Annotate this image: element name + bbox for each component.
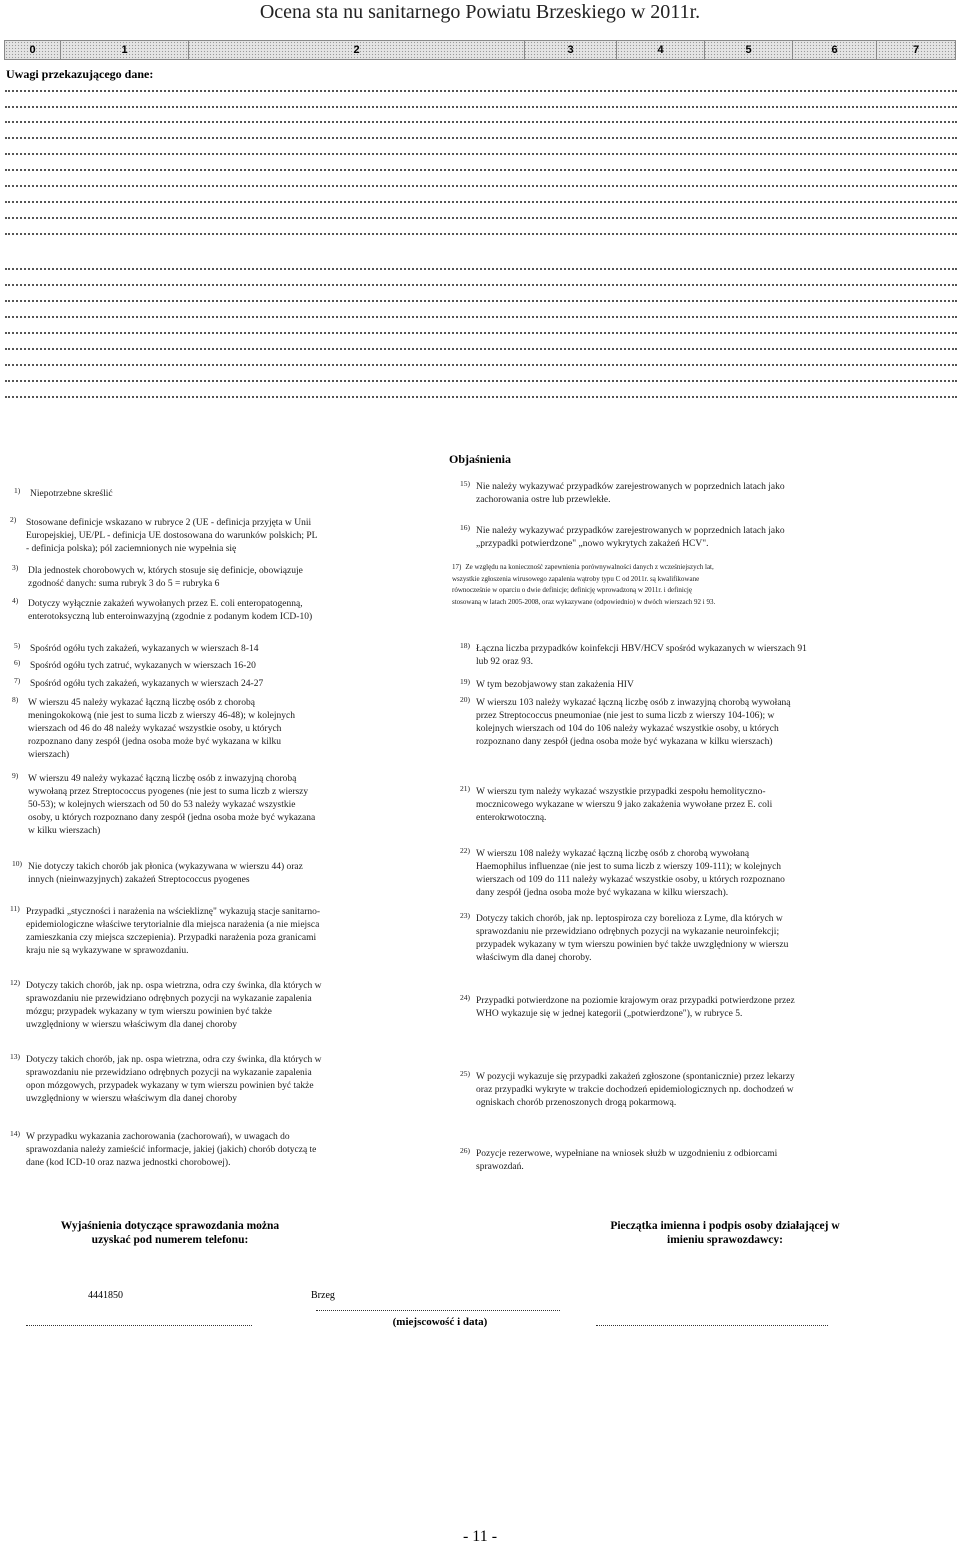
remarks-dotted-line bbox=[5, 364, 957, 366]
remarks-dotted-line bbox=[5, 106, 957, 108]
remarks-dotted-line bbox=[5, 348, 957, 350]
place-date-label: (miejscowość i data) bbox=[392, 1316, 488, 1328]
footnote-26: 26) Pozycje rezerwowe, wypełniane na wniosek służb w uzgodnieniu z odbiorcami sprawozdań. bbox=[460, 1146, 778, 1172]
remarks-dotted-line bbox=[5, 169, 957, 171]
footnote-3: 3) Dla jednostek chorobowych w, których stosuje się definicje, obowiązuje zgodność danych: suma rubryk 3 do 5 = rubryka 6 bbox=[12, 563, 303, 589]
footnote-14: 14) W przypadku wykazania zachorowania (zachorowań), w uwagach do sprawozdania należy zamieścić informacje, jakiej (jakich) chorób dotyczą te dane (kod ICD-10 oraz nazwa jednostki chorobowej). bbox=[10, 1129, 317, 1168]
explanations-title: Objaśnienia bbox=[448, 452, 511, 466]
footnote-2: 2) Stosowane definicje wskazano w rubryce 2 (UE - definicja przyjęta w Unii Europejskiej, UE/PL - definicja UE dostosowana do warunków polskich; PL - definicja polska); pól zaciemnionych nie wypełnia się bbox=[10, 515, 318, 554]
column-number: 0 bbox=[5, 41, 61, 59]
column-number: 7 bbox=[912, 44, 920, 56]
remarks-dotted-line bbox=[5, 121, 957, 123]
footnote-22: 22) W wierszu 108 należy wykazać łączną liczbę osób z chorobą wywołaną Haemophilus influenzae (nie jest to suma liczb z wierszy 109-111); w kolejnych wierszach od 109 do 111 należy wykazać wszystkie osoby, u których rozpoznano dany zespół (jedna osoba może być wykazana w kilku wierszach). bbox=[460, 846, 785, 898]
remarks-dotted-line bbox=[5, 380, 957, 382]
column-number: 6 bbox=[793, 41, 877, 59]
remarks-dotted-line bbox=[5, 233, 957, 235]
footnote-25: 25) W pozycji wykazuje się przypadki zakażeń zgłoszone (spontanicznie) przez lekarzy oraz przypadki wykryte w trakcie dochodzeń epidemiologicznych np. dochodzeń w ogniskach chorób przenoszonych drogą pokarmową. bbox=[460, 1069, 795, 1108]
remarks-label: Uwagi przekazującego dane: bbox=[6, 67, 154, 81]
footnote-7: 7) Spośród ogółu tych zakażeń, wykazanych w wierszach 24-27 bbox=[14, 676, 264, 689]
footnote-18: 18) Łączna liczba przypadków koinfekcji HBV/HCV spośród wykazanych w wierszach 91 lub 92 oraz 93. bbox=[460, 641, 807, 667]
column-number: 1 bbox=[61, 41, 189, 59]
remarks-dotted-line bbox=[5, 284, 957, 286]
footnote-23: 23) Dotyczy takich chorób, jak np. leptospiroza czy borelioza z Lyme, dla których w sprawozdaniu nie przewidziano odrębnych pozycji na wykazanie neuroinfekcji; przypadek wykazany w tym wierszu powinien być także uwzględniony w wierszu właściwym dla danej choroby. bbox=[460, 911, 789, 963]
remarks-dotted-line bbox=[5, 90, 957, 92]
footnote-19: 19) W tym bezobjawowy stan zakażenia HIV bbox=[460, 677, 634, 690]
remarks-dotted-line bbox=[5, 396, 957, 398]
footnote-24: 24) Przypadki potwierdzone na poziomie krajowym oraz przypadki potwierdzone przez WHO wykazuje się w jednej kategorii („potwierdzone"), w rubryce 5. bbox=[460, 993, 795, 1019]
footnote-10: 10) Nie dotyczy takich chorób jak płonica (wykazywana w wierszu 44) oraz innych (nieinwazyjnych) zakażeń Streptococcus pyogenes bbox=[12, 859, 303, 885]
footnote-12: 12) Dotyczy takich chorób, jak np. ospa wietrzna, odra czy świnka, dla których w sprawozdaniu nie przewidziano odrębnych pozycji na wykazanie zapalenia mózgu; przypadek wykazany w tym wierszu powinien być także uwzględniony w wierszu właściwym dla danej choroby bbox=[10, 978, 322, 1030]
phone-number-value: 4441850 bbox=[88, 1290, 123, 1301]
remarks-dotted-line bbox=[5, 268, 957, 270]
place-value: Brzeg bbox=[311, 1290, 335, 1301]
footnote-15: 15) Nie należy wykazywać przypadków zarejestrowanych w poprzednich latach jako zachorowania ostre lub przewlekłe. bbox=[460, 479, 785, 505]
place-date-line bbox=[316, 1310, 560, 1311]
footnote-9: 9) W wierszu 49 należy wykazać łączną liczbę osób z inwazyjną chorobą wywołaną przez Streptococcus pyogenes (nie jest to suma liczb z wierszy 50-53); w kolejnych wierszach od 50 do 53 należy wykazać wszystkie osoby, u których rozpoznano dany zespół (jedna osoba może być wykazana w kilku wierszach) bbox=[12, 771, 316, 836]
column-number: 3 bbox=[525, 41, 617, 59]
footnote-8: 8) W wierszu 45 należy wykazać łączną liczbę osób z chorobą meningokokową (nie jest to suma liczb z wierszy 46-48); w kolejnych wierszach od 46 do 48 należy wykazać wszystkie osoby, u których rozpoznano dany zespół (jedna osoba może być wykazana w kilku wierszach) bbox=[12, 695, 295, 760]
footnote-5: 5) Spośród ogółu tych zakażeń, wykazanych w wierszach 8-14 bbox=[14, 641, 259, 654]
remarks-dotted-line bbox=[5, 300, 957, 302]
footnote-4: 4) Dotyczy wyłącznie zakażeń wywołanych przez E. coli enteropatogenną, enterotoksyczną lub enteroinwazyjną (zgodnie z podanym kodem ICD-10) bbox=[12, 596, 313, 622]
footnote-17: 17) Ze względu na konieczność zapewnienia porównywalności danych z wcześniejszych lat, wszystkie zgłoszenia wirusowego zapalenia wątroby typu C od 2011r. są kwalifikowane równocześnie w oparciu o dwie definicje; definicję wprowadzoną w 2011r. i definicję stosowaną w latach 2005-2008, oraz wykazywane (odpowiednio) w dwóch wierszach 92 i 93. bbox=[452, 563, 716, 606]
remarks-dotted-line bbox=[5, 153, 957, 155]
column-number-bar bbox=[4, 40, 956, 60]
footnote-13: 13) Dotyczy takich chorób, jak np. ospa wietrzna, odra czy świnka, dla których w sprawozdaniu nie przewidziano odrębnych pozycji na wykazanie zapalenia opon mózgowych, przypadek wykazany w tym wierszu powinien być także uwzględniony w wierszu właściwym dla danej choroby bbox=[10, 1052, 322, 1104]
footnote-21: 21) W wierszu tym należy wykazać wszystkie przypadki zespołu hemolityczno-mocznicowego wykazane w wierszu 9 jako zakażenia wywołane przez E. coli enterokrwotoczną. bbox=[460, 784, 773, 823]
page-number: - 11 - bbox=[462, 1528, 498, 1545]
signature-label: Pieczątka imienna i podpis osoby działającej w imieniu sprawozdawcy: bbox=[610, 1220, 840, 1246]
signature-dotted-line bbox=[596, 1325, 828, 1326]
remarks-dotted-line bbox=[5, 185, 957, 187]
remarks-dotted-line bbox=[5, 316, 957, 318]
column-number: 5 bbox=[705, 41, 793, 59]
remarks-dotted-line bbox=[5, 217, 957, 219]
remarks-dotted-line bbox=[5, 137, 957, 139]
remarks-dotted-line bbox=[5, 332, 957, 334]
footnote-1: 1) Niepotrzebne skreślić bbox=[14, 486, 113, 499]
page-header-title: Ocena sta nu sanitarnego Powiatu Brzeskiego w 2011r. bbox=[259, 1, 701, 23]
footnote-16: 16) Nie należy wykazywać przypadków zarejestrowanych w poprzednich latach jako „przypadki potwierdzone" „nowo wykrytych zakażeń HCV". bbox=[460, 523, 785, 549]
footnote-20: 20) W wierszu 103 należy wykazać łączną liczbę osób z inwazyjną chorobą wywołaną przez Streptococcus pneumoniae (nie jest to suma liczb z wierszy 104-106); w kolejnych wierszach od 104 do 106 należy wykazać wszystkie osoby, u których rozpoznano dany zespół (jedna osoba może być wykazana w kilku wierszach) bbox=[460, 695, 791, 747]
remarks-dotted-line bbox=[5, 201, 957, 203]
column-number: 2 bbox=[189, 41, 525, 59]
phone-dotted-line bbox=[26, 1325, 252, 1326]
footnote-6: 6) Spośród ogółu tych zatruć, wykazanych w wierszach 16-20 bbox=[14, 658, 256, 671]
column-number: 4 bbox=[617, 41, 705, 59]
footnote-11: 11) Przypadki „styczności i narażenia na wściekliznę" wykazują stacje sanitarno-epidemiologiczne właściwe terytorialnie dla miejsca narażenia (a nie miejsca zamieszkania czy miejsca szczepienia). Przypadki narażenia poza granicami kraju nie są wykazywane w sprawozdaniu. bbox=[10, 904, 321, 956]
phone-contact-label: Wyjaśnienia dotyczące sprawozdania można uzyskać pod numerem telefonu: bbox=[60, 1220, 280, 1246]
